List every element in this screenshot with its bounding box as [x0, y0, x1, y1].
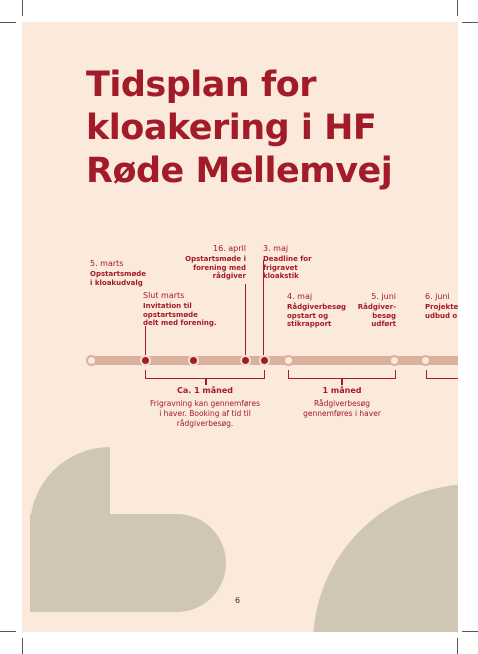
- timeline-event: [143, 290, 243, 328]
- bracket-label: 1 måned: [322, 386, 362, 395]
- event-date: Slut marts: [143, 291, 185, 300]
- timeline-event: [90, 258, 170, 287]
- timeline-event: [172, 243, 246, 281]
- event-text: Opstartsmøde i forening med rådgiver: [185, 255, 246, 281]
- decorative-quarter-shape: [313, 484, 458, 632]
- crop-mark: [457, 0, 458, 16]
- timeline-leader-line: [245, 284, 246, 360]
- event-date: 4. maj: [287, 292, 313, 301]
- crop-mark: [0, 22, 16, 23]
- page-number: 6: [235, 596, 241, 605]
- event-text: Opstartsmøde i kloakudvalg: [90, 270, 147, 287]
- crop-mark: [22, 0, 23, 16]
- timeline-event: [263, 243, 333, 281]
- timeline-marker: [240, 355, 251, 366]
- bracket-label: Ca. 1 måned: [176, 386, 234, 395]
- event-text: Invitation til opstartsmøde delt med forening.: [143, 302, 217, 328]
- timeline-event: [425, 291, 458, 320]
- bracket-tick: [205, 378, 207, 385]
- event-text: Rådgiver- besøg udført: [357, 303, 396, 329]
- event-date: 5. marts: [90, 259, 124, 268]
- page-title: Tidsplan for kloakering i HF Røde Mellemvej: [86, 65, 393, 191]
- crop-mark: [22, 638, 23, 654]
- timeline-marker: [140, 355, 151, 366]
- timeline-marker: [420, 355, 431, 366]
- event-text: Rådgiverbesøg opstart og stikrapport: [287, 303, 347, 329]
- crop-mark: [462, 22, 478, 23]
- timeline-marker: [389, 355, 400, 366]
- crop-mark: [457, 638, 458, 654]
- timeline-marker: [188, 355, 199, 366]
- timeline-marker: [259, 355, 270, 366]
- event-date: 16. april: [213, 244, 246, 253]
- bracket-tick: [341, 378, 343, 385]
- duration-bracket: [426, 370, 458, 379]
- bracket-note: Rådgiverbesøg gennemføres i haver: [303, 399, 381, 418]
- timeline-event: [352, 291, 396, 329]
- event-text: Deadline for frigravet kloakstik: [263, 255, 312, 281]
- timeline-marker: [283, 355, 294, 366]
- decorative-semicircle-shape: [30, 514, 226, 612]
- document-page: [22, 22, 458, 632]
- event-date: 6. juni: [425, 292, 450, 301]
- event-date: 5. juni: [371, 292, 396, 301]
- event-text: Projekte udbud o: [425, 303, 458, 320]
- event-date: 3. maj: [263, 244, 289, 253]
- crop-mark: [0, 631, 16, 632]
- timeline-marker: [86, 355, 97, 366]
- bracket-note: Frigravning kan gennemføres i haver. Booking af tid til rådgiverbesøg.: [150, 399, 260, 428]
- crop-mark: [462, 631, 478, 632]
